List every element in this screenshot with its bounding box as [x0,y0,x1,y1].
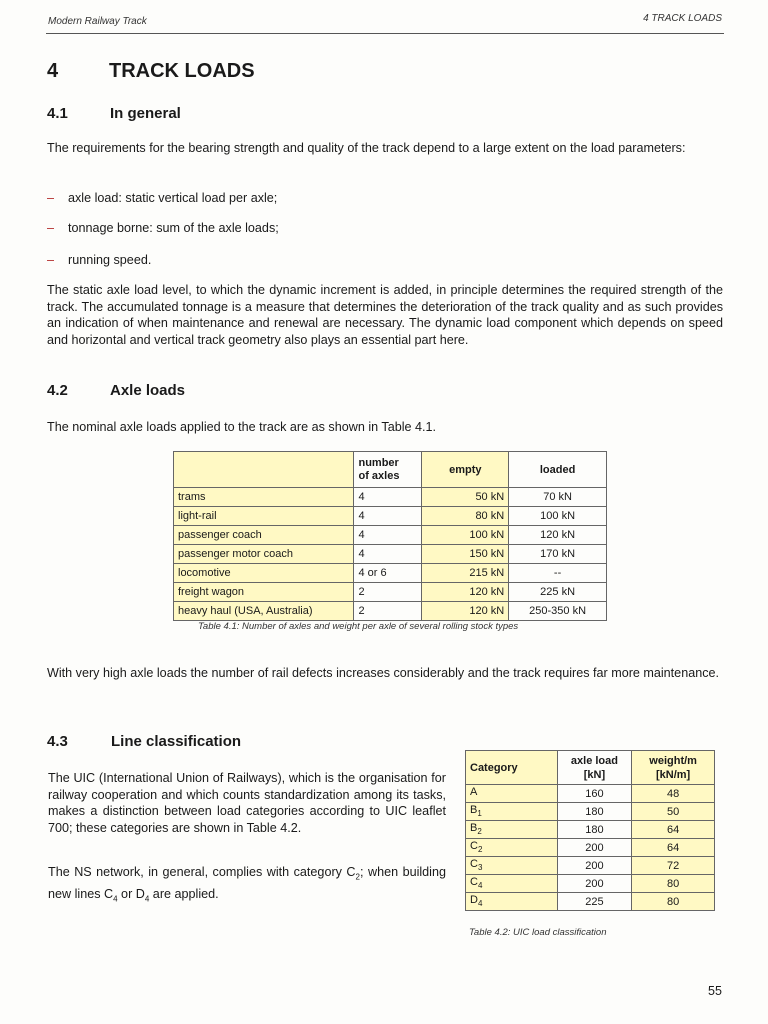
type-cell: freight wagon [174,583,354,602]
category-subscript: 1 [477,809,482,819]
axles-cell: 2 [354,602,422,621]
empty-cell: 150 kN [422,545,509,564]
empty-cell: 120 kN [422,602,509,621]
type-cell: light-rail [174,507,354,526]
section-4-2-intro: The nominal axle loads applied to the track are as shown in Table 4.1. [47,420,437,434]
running-header-title: Modern Railway Track [48,16,147,27]
category-letter: D [470,894,478,907]
table-row [174,507,607,526]
section-4-2-title: Axle loads [110,382,186,399]
weight-cell: 80 [632,893,715,911]
running-header-chapter: 4 TRACK LOADS [643,13,722,24]
p2-text-c: or D [117,887,145,902]
chapter-number: 4 [47,60,59,82]
table-row [174,526,607,545]
axles-cell: 4 or 6 [354,564,422,583]
p2-text-b: ; when building new lines C [48,865,446,902]
category-cell [466,785,558,803]
section-4-2-number: 4.2 [47,382,68,399]
section-4-1-intro: The requirements for the bearing strength and quality of the track depend to a large extent on the load parameters: [47,141,686,155]
loaded-cell: 70 kN [509,488,607,507]
axle-load-table [173,451,607,621]
category-cell [466,893,558,911]
empty-cell: 215 kN [422,564,509,583]
empty-cell: 100 kN [422,526,509,545]
p2-sub-1: 2 [355,872,360,882]
category-subscript: 2 [477,845,483,855]
header-rule [46,33,724,34]
axles-header [354,452,422,488]
category-cell [466,803,558,821]
axle-load-cell: 180 [557,821,632,839]
category-subscript: 2 [477,827,482,837]
weight-cell: 64 [632,821,715,839]
section-4-3-title: Line classification [111,733,242,750]
loaded-cell: 250-350 kN [509,602,607,621]
category-subscript: 4 [477,899,483,909]
section-4-3-p1: The UIC (International Union of Railways), which is the organisation for railway cooperation and which counts standardization among its tasks, makes a distinction between load categories according to UIC leaflet 700; these categories are shown in Table 4.2. [48,771,446,835]
table-row [466,857,715,875]
section-4-1-title: In general [110,105,181,122]
empty-cell: 80 kN [422,507,509,526]
weight-cell: 50 [632,803,715,821]
p2-sub-3: 4 [144,894,150,904]
section-4-1-body: The static axle load level, to which the dynamic increment is added, in principle determines the required strength of the track. The accumulated tonnage is a measure that determines the deterioration of the track quality and as such provides an indication of when maintenance and renewal are necessary. The dynamic load component which depends on speed and horizontal and vertical track geometry also plays an essential part here. [47,283,723,347]
table-row [174,564,607,583]
table-row [466,893,715,911]
loaded-cell: 100 kN [509,507,607,526]
weight-cell: 64 [632,839,715,857]
category-letter: A [470,786,478,799]
dash-marker: – [47,221,55,235]
loaded-header: loaded [509,452,607,488]
dash-marker: – [47,253,55,267]
table-4-2-caption: Table 4.2: UIC load classification [469,927,607,938]
p2-text-d: are applied. [149,887,219,902]
table-4-1-caption: Table 4.1: Number of axles and weight per axle of several rolling stock types [198,621,519,632]
table-row [466,785,715,803]
chapter-title: TRACK LOADS [109,60,255,82]
type-header [174,452,354,488]
loaded-cell: 120 kN [509,526,607,545]
table-header-row [466,751,715,785]
axle-load-cell: 200 [557,857,632,875]
category-letter: B [470,804,478,817]
category-cell [466,839,558,857]
loaded-cell: 225 kN [509,583,607,602]
axles-cell: 2 [354,583,422,602]
p2-text-a: The NS network, in general, complies with category C [48,865,356,879]
type-cell: locomotive [174,564,354,583]
bullet-item [47,191,647,208]
weight-header [632,751,715,785]
category-cell [466,857,558,875]
axles-header-line2: of axles [358,469,400,482]
category-cell [466,875,558,893]
weight-header-line2: [kN/m] [656,768,691,781]
axles-cell: 4 [354,488,422,507]
loaded-cell: 170 kN [509,545,607,564]
page-number: 55 [708,984,722,998]
bullet-text: axle load: static vertical load per axle; [68,191,278,205]
table-row [466,875,715,893]
p2-sub-2: 4 [113,894,118,904]
type-cell: passenger coach [174,526,354,545]
table-row [466,803,715,821]
type-cell: heavy haul (USA, Australia) [174,602,354,621]
category-header: Category [466,751,558,785]
axles-cell: 4 [354,545,422,564]
bullet-text: tonnage borne: sum of the axle loads; [68,221,279,235]
table-row [174,583,607,602]
table-row [174,545,607,564]
category-letter: C [470,858,478,871]
axle-load-cell: 160 [557,785,632,803]
type-cell: trams [174,488,354,507]
loaded-cell: -- [509,564,607,583]
bullet-item [47,253,647,270]
category-subscript: 4 [477,881,483,891]
table-row [174,602,607,621]
dash-marker: – [47,191,55,205]
axle-header-line2: [kN] [583,768,606,781]
axle-load-cell: 200 [557,875,632,893]
table-row [174,488,607,507]
table-row [466,839,715,857]
bullet-item [47,221,647,238]
empty-cell: 120 kN [422,583,509,602]
empty-cell: 50 kN [422,488,509,507]
axles-cell: 4 [354,507,422,526]
table-header-row [174,452,607,488]
section-4-3-p2 [48,864,446,908]
axle-header-line1: axle load [570,754,618,767]
axle-load-cell: 180 [557,803,632,821]
axle-load-cell: 225 [557,893,632,911]
bullet-text: running speed. [68,253,152,267]
axles-cell: 4 [354,526,422,545]
category-letter: B [470,822,478,835]
section-4-1-number: 4.1 [47,105,68,122]
weight-cell: 72 [632,857,715,875]
empty-header: empty [422,452,509,488]
weight-cell: 48 [632,785,715,803]
category-cell [466,821,558,839]
table-row [466,821,715,839]
type-cell: passenger motor coach [174,545,354,564]
weight-header-line1: weight/m [649,754,697,767]
category-letter: C [470,876,478,889]
section-4-2-after: With very high axle loads the number of rail defects increases considerably and the track requires far more maintenance. [47,666,720,680]
axle-load-cell: 200 [557,839,632,857]
category-subscript: 3 [477,863,483,873]
axle-load-header [557,751,632,785]
axles-header-line1: number [358,456,399,469]
uic-classification-table [465,750,715,911]
category-letter: C [470,840,478,853]
weight-cell: 80 [632,875,715,893]
section-4-3-number: 4.3 [47,733,68,750]
